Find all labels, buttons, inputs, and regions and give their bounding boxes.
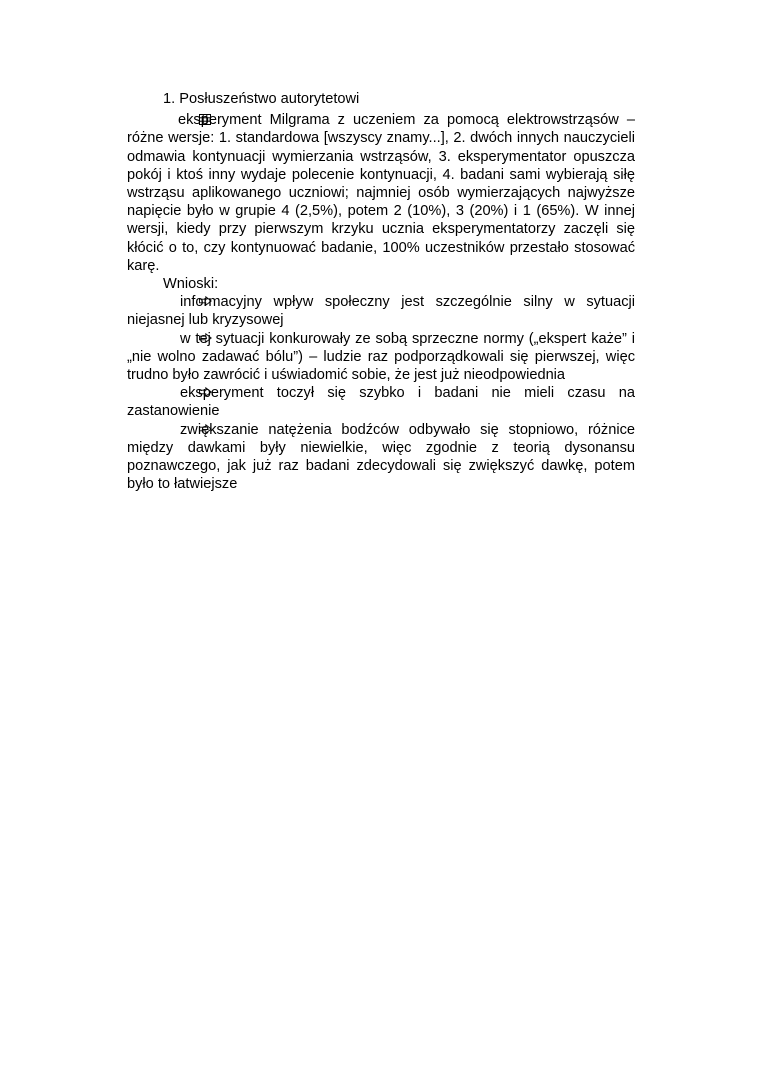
outline-right-arrow-icon xyxy=(163,293,176,303)
outline-right-arrow-icon xyxy=(163,384,176,394)
table-grid-icon xyxy=(163,112,175,123)
experiment-paragraph xyxy=(127,111,635,275)
conclusion-item xyxy=(127,330,635,385)
section-heading: 1. Posłuszeństwo autorytetowi xyxy=(163,91,360,107)
conclusion-text: zwiększanie natężenia bodźców odbywało się stopniowo, różnice między dawkami były niewielkie, więc zgodnie z teorią dysonansu poznawczego, jak już raz badani zdecydowali się zwiększyć dawkę, potem było to łatwiejsze xyxy=(127,421,635,493)
outline-right-arrow-icon xyxy=(163,330,176,340)
outline-right-arrow-icon xyxy=(163,421,176,431)
conclusion-item xyxy=(127,293,635,329)
conclusion-text: w tej sytuacji konkurowały ze sobą sprzeczne normy („ekspert każe” i „nie wolno zadawać bólu”) – ludzie raz podporządkowali się pierwszej, więc trudno było zawrócić i uświadomić sobie, że jest już nieodpowiednia xyxy=(127,330,635,384)
experiment-text: eksperyment Milgrama z uczeniem za pomocą elektrowstrząsów – różne wersje: 1. standardowa [wszyscy znamy...], 2. dwóch innych nauczycieli odmawia kontynuacji wymierzania wstrząsów, 3. eksperymentator opuszcza pokój i ktoś inny wydaje polecenie kontynuacji, 4. badani sami wybierają siłę wstrząsu aplikowanego uczniowi; najmniej osób wymierzających najwyższe napięcie było w grupie 4 (2,5%), potem 2 (10%), 3 (20%) i 1 (65%). W innej wersji, kiedy przy pierwszym krzyku ucznia eksperymentatorzy zaczęli się kłócić o to, czy kontynuować badanie, 100% uczestników przestało stosować karę. xyxy=(127,112,635,274)
document-body xyxy=(127,90,635,493)
conclusion-text: informacyjny wpływ społeczny jest szczególnie silny w sytuacji niejasnej lub kryzysowej xyxy=(127,294,635,329)
conclusion-text: eksperyment toczył się szybko i badani nie mieli czasu na zastanowienie xyxy=(127,385,635,420)
conclusion-item xyxy=(127,384,635,420)
conclusion-item xyxy=(127,421,635,494)
conclusions-label-text: Wnioski: xyxy=(163,276,219,293)
conclusions-label xyxy=(127,275,635,293)
